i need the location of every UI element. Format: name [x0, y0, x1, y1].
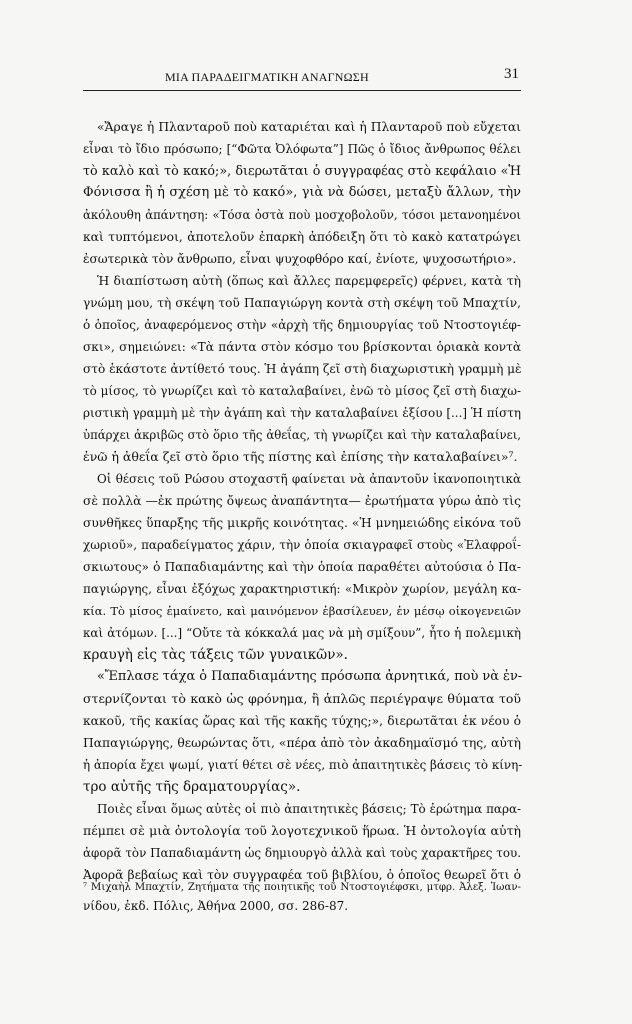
text-line: ἐνῶ ἡ ἀθεΐα ζεῖ στὸ ὅριο τῆς πίστης καὶ ἐπίσης τὴν καταλαβαίνει»⁷.	[83, 449, 518, 464]
text-line: καὶ ἀτόμων. [...] “Οὔτε τὰ κόκκαλά μας νὰ μὴ σμίξουν”, ἦτο ἡ πολεμικὴ	[83, 626, 521, 640]
text-line: τρο αὐτῆς τῆς δραματουργίας».	[83, 779, 301, 795]
text-line: κακοῦ, τῆς κακίας ὥρας καὶ τῆς κακῆς τύχης;», διερωτᾶται ἐκ νέου ὁ	[83, 714, 521, 728]
text-line: ἀκόλουθη ἀπάντηση: «Τόσα ὀστὰ ποὺ μοσχοβολοῦν, τόσοι μετανοημένοι	[83, 208, 521, 222]
text-line: εἶναι τὸ ἴδιο πρόσωπο; [“Φῶτα Ὀλόφωτα”] Πῶς ὁ ἴδιος ἄνθρωπος θέλει	[83, 142, 521, 156]
text-line: χωριοῦ», παραδείγματος χάριν, τὴν ὁποία σκιαγραφεῖ στοὺς «Ἐλαφροΐ-	[83, 538, 521, 552]
text-line: ὁ ὁποῖος, ἀναφερόμενος στὴν «ἀρχὴ τῆς δημιουργίας τοῦ Ντοστογιέφ-	[83, 318, 521, 332]
text-line: στὸ ἑκάστοτε ἀντίθετό τους. Ἡ ἀγάπη ζεῖ στὴ διαχωριστικὴ γραμμὴ μὲ	[83, 362, 522, 376]
footnote-line: ⁷ Μιχαὴλ Μπαχτίν, Ζητήματα τῆς ποιητικῆς τοῦ Ντοστογιέφσκι, μτφρ. Ἀλεξ. Ἰωαν-	[83, 882, 521, 893]
text-line: κία. Τὸ μίσος ἐμαίνετο, καὶ μαινόμενον ἐβασίλευεν, ἐν μέσῳ οἰκογενειῶν	[83, 604, 521, 618]
text-line: τὸ μίσος, τὸ γνωρίζει καὶ τὸ καταλαβαίνει, ἐνῶ τὸ μίσος ζεῖ στὴ διαχω-	[83, 384, 521, 398]
text-line: τὸ καλὸ καὶ τὸ κακό;», διερωτᾶται ὁ συγγραφέας στὸ κεφάλαιο «Ἡ	[83, 163, 521, 178]
footnote	[83, 878, 521, 916]
text-line: σκιωτους» ὁ Παπαδιαμάντης καὶ τὴν ὁποία παραθέτει αὐτούσια ὁ Πα-	[83, 560, 521, 574]
text-line: ἐσωτερικὰ τὸν ἄνθρωπο, εἶναι ψυχοφθόρο καί, ἐνίοτε, ψυχοσωτήριο».	[83, 252, 517, 266]
text-line: ἡ ἀπορία ἔχει ψωμί, γιατί θέτει σὲ νέες, πιὸ ἀπαιτητικὲς βάσεις τὸ κίνη-	[83, 758, 523, 772]
text-line: κραυγὴ εἰς τὰς τάξεις τῶν γυναικῶν».	[83, 647, 348, 663]
text-line: «Ἄραγε ἡ Πλανταροῦ ποὺ καταριέται καὶ ἡ Πλανταροῦ ποὺ εὔχεται	[97, 120, 521, 134]
text-line: Ποιὲς εἶναι ὅμως αὐτὲς οἱ πιὸ ἀπαιτητικὲς βάσεις; Τὸ ἐρώτημα παρα-	[97, 802, 521, 816]
text-line: συνθῆκες ὕπαρξης τῆς μικρῆς κοινότητας. «Ἡ μνημειώδης εἰκόνα τοῦ	[83, 516, 521, 530]
text-line: ριστικὴ γραμμὴ μὲ τὴν ἀγάπη καὶ τὴν καταλαβαίνει ἐξίσου [...] Ἡ πίστη	[83, 406, 521, 420]
text-line: Παπαγιώργης, θεωρώντας ὅτι, «πέρα ἀπὸ τὸν ἀκαδημαϊσμό της, αὐτὴ	[83, 736, 521, 750]
text-line: παγιώργης, εἶναι ἐξόχως χαρακτηριστική: «Μικρὸν χωρίον, μεγάλη κα-	[83, 582, 521, 596]
text-line: πέμπει σὲ μιὰ ὀντολογία τοῦ λογοτεχνικοῦ ἥρωα. Ἡ ὀντολογία αὐτὴ	[83, 823, 521, 838]
running-title: ΜΙΑ ΠΑΡΑΔΕΙΓΜΑΤΙΚΗ ΑΝΑΓΝΩΣΗ	[165, 70, 369, 84]
text-line: ἀφορᾶ τὸν Παπαδιαμάντη ὡς δημιουργὸ ἀλλὰ καὶ τοὺς χαρακτῆρες του.	[83, 846, 521, 860]
text-line: στερνίζονται τὸ κακὸ ὡς φρόνημα, ἢ ἁπλῶς περιέγραψε θύματα τοῦ	[83, 691, 521, 706]
text-line: σκι», σημειώνει: «Τὰ πάντα στὸν κόσμο του βρίσκονται ὁριακὰ κοντὰ	[83, 340, 521, 354]
text-line: Οἱ θέσεις τοῦ Ρώσου στοχαστῆ φαίνεται νὰ ἀπαντοῦν ἱκανοποιητικὰ	[97, 472, 521, 486]
footnote-line: νίδου, ἐκδ. Πόλις, Ἀθήνα 2000, σσ. 286-87.	[83, 899, 349, 913]
text-line: ὑπάρχει ἀκριβῶς στὸ ὅριο τῆς ἀθεΐας, τὴ γνωρίζει καὶ τὴν καταλαβαίνει,	[83, 428, 521, 442]
text-line: γνώμη μου, τὴ σκέψη τοῦ Παπαγιώργη κοντὰ στὴ σκέψη τοῦ Μπαχτίν,	[83, 296, 521, 310]
text-line: καὶ τυπτόμενοι, ἀποτελοῦν ἐπαρκὴ ἀπόδειξη ὅτι τὸ κακὸ κατατρώγει	[83, 230, 521, 244]
text-line: «Ἔπλασε τάχα ὁ Παπαδιαμάντης πρόσωπα ἀρνητικά, ποὺ νὰ ἐν-	[97, 669, 523, 684]
body-text	[83, 116, 521, 886]
text-line: Φόνισσα ἢ ἡ σχέση μὲ τὸ κακό», γιὰ νὰ δώσει, μεταξὺ ἄλλων, τὴν	[83, 185, 521, 200]
running-header	[83, 62, 521, 91]
text-line: Ἡ διαπίστωση αὐτὴ (ὅπως καὶ ἄλλες παρεμφερεῖς) φέρνει, κατὰ τὴ	[97, 274, 521, 288]
text-line: σὲ πολλὰ —ἐκ πρώτης ὄψεως ἀναπάντητα— ἐρωτήματα γύρω ἀπὸ τὶς	[83, 494, 521, 508]
text-line: Ἀφορᾶ βεβαίως καὶ τὸν συγγραφέα τοῦ βιβλίου, ὁ ὁποῖος θεωρεῖ ὅτι ὁ	[83, 868, 521, 882]
page-number: 31	[504, 66, 519, 82]
